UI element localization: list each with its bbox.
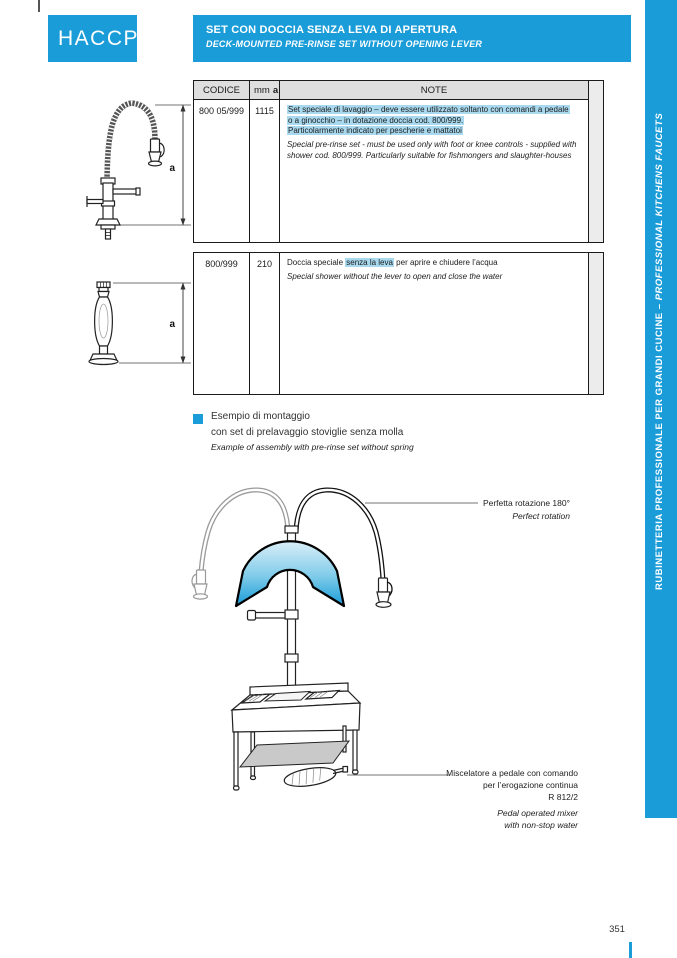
mixer-annotation	[446, 767, 578, 831]
header-codice: CODICE	[194, 81, 250, 100]
pedal	[283, 765, 348, 790]
spray-head	[149, 139, 165, 166]
registration-mark	[629, 942, 632, 958]
note-italian: Doccia speciale senza la leva per aprire e chiudere l’acqua	[287, 258, 498, 267]
title-english: DECK-MOUNTED PRE-RINSE SET WITHOUT OPENING LEVER	[206, 39, 483, 49]
example-line1: Esempio di montaggio	[211, 411, 310, 422]
title-italian: SET CON DOCCIA SENZA LEVA DI APERTURA	[206, 24, 458, 36]
faucet-body	[87, 178, 140, 239]
base-flange	[96, 219, 120, 225]
mixer-text-english: Pedal operated mixer	[497, 808, 578, 818]
cell-note	[280, 253, 589, 394]
shower-handle	[89, 282, 118, 365]
note-english: Special shower without the lever to open and close the water	[287, 271, 503, 281]
side-spout	[113, 189, 137, 194]
pipe-collar	[285, 654, 298, 662]
leg	[234, 732, 238, 786]
haccp-logo-text: HACCP	[58, 26, 140, 50]
registration-mark	[38, 0, 40, 12]
rotation-annotation	[483, 497, 570, 523]
spray-head	[379, 578, 388, 592]
note-highlight-line: Particolarmente indicato per pescherie e mattatoi	[288, 126, 462, 135]
spring-hose-arch	[107, 103, 155, 185]
example-caption	[211, 409, 414, 452]
mixer-text-italian: per l’erogazione continua	[483, 780, 578, 790]
shower-handle-diagram	[55, 275, 193, 375]
table-side-strip	[589, 253, 603, 394]
sidebar-vertical-text	[654, 112, 665, 590]
note-highlight-line: o a ginocchio – in dotazione doccia cod. 800/999.	[288, 115, 464, 125]
example-line2: con set di prelavaggio stoviglie senza molla	[211, 426, 404, 438]
table-side-strip	[589, 81, 603, 242]
example-bullet-icon	[193, 414, 203, 424]
mixer-text-italian: Miscelatore a pedale con comando	[446, 768, 578, 778]
header-note: NOTE	[280, 81, 589, 100]
cell-codice: 800/999	[194, 253, 250, 394]
cell-mm: 210	[250, 253, 280, 394]
dimension-label: a	[169, 163, 175, 174]
lower-shelf	[240, 741, 349, 767]
note-highlight-line: Set speciale di lavaggio – deve essere utilizzato soltanto con comandi a pedale	[288, 105, 569, 114]
page-number: 351	[609, 924, 625, 935]
cell-codice: 800 05/999	[194, 100, 250, 242]
leg	[353, 730, 357, 770]
dimension-label: a	[169, 319, 175, 330]
haccp-logo	[48, 15, 140, 62]
note-english: Special pre-rinse set - must be used only with foot or knee controls - supplied with shower cod. 800/999. Particularly suitable for fishmongers and slaughter-houses	[287, 139, 577, 160]
rotation-text-italian: Perfetta rotazione 180°	[482, 498, 570, 508]
prerinse-faucet-diagram	[55, 93, 193, 243]
inlet-pipe	[87, 200, 103, 204]
header-mm-a: mm a	[250, 81, 280, 100]
sidebar-text-english: PROFESSIONAL KITCHENS FAUCETS	[654, 112, 665, 301]
rotation-text-english: Perfect rotation	[512, 511, 570, 521]
cell-note	[280, 100, 589, 242]
mixer-text-english: with non-stop water	[504, 820, 578, 830]
spec-table-shower	[193, 252, 604, 395]
mixer-code: R 812/2	[548, 792, 578, 802]
example-english: Example of assembly with pre-rinse set without spring	[211, 442, 414, 452]
side-spout	[255, 613, 285, 619]
page-title-bar	[193, 15, 631, 62]
spec-table-prerinse	[193, 80, 604, 243]
sidebar-text-italian: RUBINETTERIA PROFESSIONALE PER GRANDI CUCINE –	[654, 300, 665, 590]
cell-mm: 1115	[250, 100, 280, 242]
sidebar-band	[645, 0, 677, 818]
